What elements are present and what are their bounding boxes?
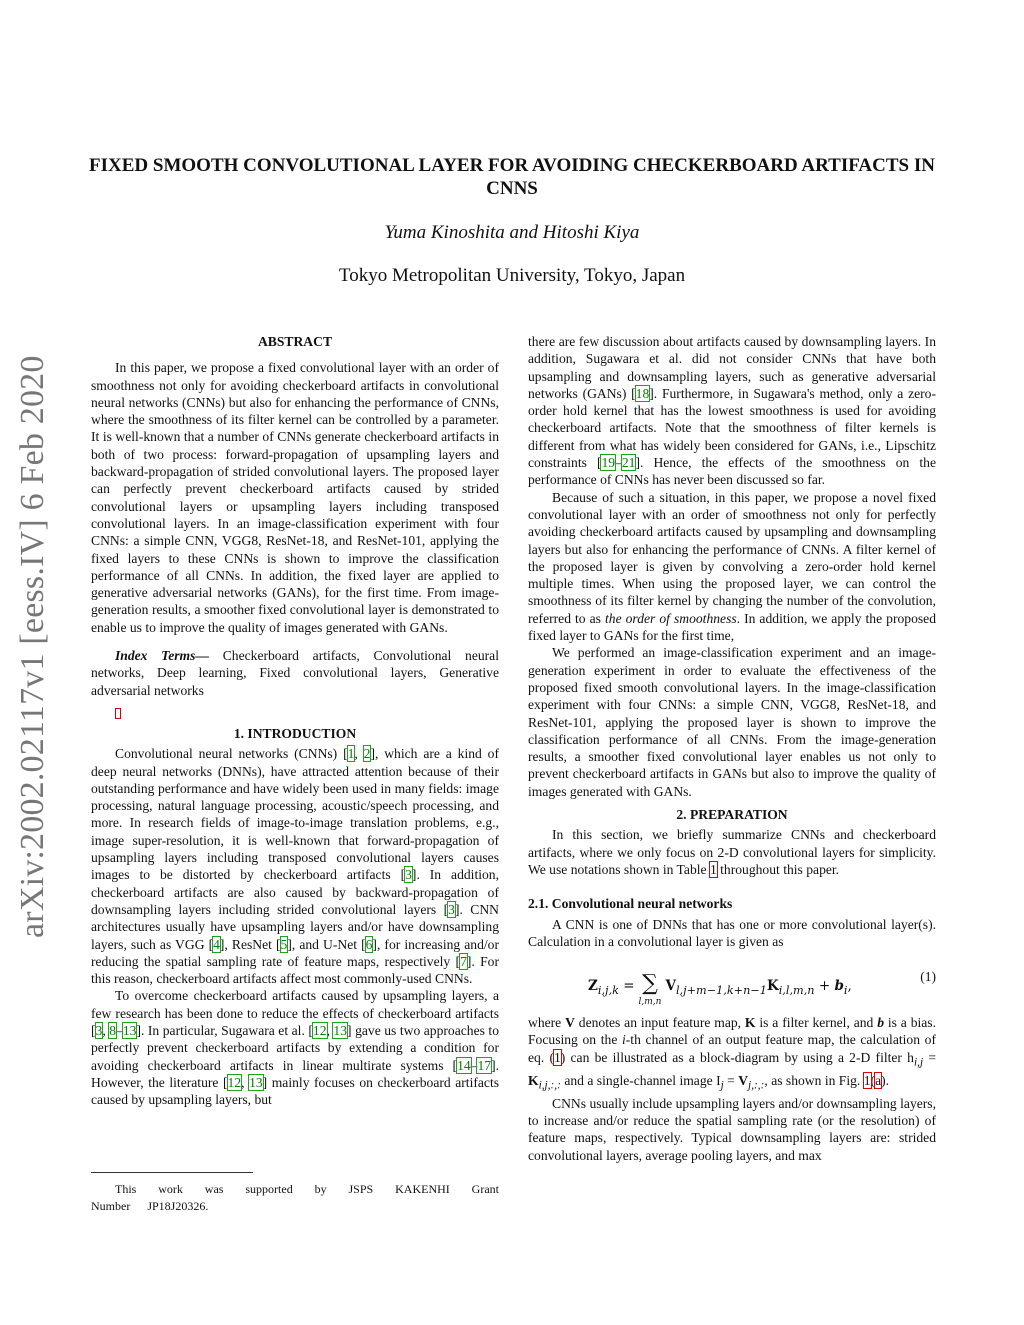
intro-text: , for increasing and/or reducing the spatial sampling rate of feature maps, respectively	[91, 936, 499, 969]
figure-reference-link[interactable]: 1	[863, 1072, 871, 1088]
intro-paragraph-2: To overcome checkerboard artifacts caused by upsampling layers, a few research has been done to reduce the effects of checkerboard artifacts [3, 8–13]. In particular, Sugawara et al. [12, 13] gave us two approaches to perfectly prevent checkerboard artifacts by extending a condition for avoiding checkerboard artifacts in linear multirate systems [14–17]. However, the literature [12, 13] mainly focuses on checkerboard artifacts caused by upsampling layers, but	[91, 988, 500, 1108]
equation-body: $Z_{i,j,k}$ = ∑ l,m,n $V_{l,j+m-1,k+n-1}K_{i,l,m,n} + b_i$,	[588, 968, 852, 1005]
citation-link[interactable]: 8	[109, 1022, 117, 1038]
intro-heading: 1. INTRODUCTION	[233, 725, 357, 741]
equation-number: (1)	[920, 969, 936, 985]
preparation-heading: 2. PREPARATION	[676, 807, 788, 823]
link-marker-icon[interactable]	[115, 708, 121, 719]
intro-text: . However, the literature	[91, 1057, 499, 1090]
citation-link[interactable]: 2	[363, 746, 371, 762]
table-reference-link[interactable]: 1	[709, 861, 717, 877]
paper-title: FIXED SMOOTH CONVOLUTIONAL LAYER FOR AVOIDING CHECKERBOARD ARTIFACTS IN CNNS	[89, 155, 935, 199]
arxiv-watermark: arXiv:2002.02117v1 [eess.IV] 6 Feb 2020	[14, 355, 51, 938]
intro-text: . CNN architectures usually have upsampling layers and/or have downsampling layers, such as VGG	[91, 901, 499, 952]
citation-link[interactable]: 13	[122, 1022, 137, 1038]
sum-symbol: ∑ l,m,n	[638, 971, 662, 1008]
emphasis-text: the order of smoothness	[605, 610, 737, 626]
body-text: denotes an input feature map,	[574, 1015, 745, 1031]
citation-link[interactable]: 12	[312, 1022, 327, 1038]
body-text: there are few discussion about artifacts caused by downsampling layers. In addition, Sugawara et al. did not consider CNNs that have both upsampling and downsampling layers, such as generative adversarial networks (GANs)	[528, 334, 936, 401]
citation-link[interactable]: 3	[95, 1022, 103, 1038]
abstract-text: In this paper, we propose a fixed convolutional layer with an order of smoothness not only for avoiding checkerboard artifacts in convolutional neural networks (CNNs) but also for enhancing the performance of CNNs, where the smoothness of its filter kernel can be controlled by a parameter. It is well-known that a number of CNNs generate checkerboard artifacts in both of two process: forward-propagation of upsampling layers and backward-propagation of strided convolutional layers. The proposed layer can perfectly prevent checkerboard artifacts caused by strided convolutional layers or upsampling layers including transposed convolutional layers. In an image-classification experiment with four CNNs: a simple CNN, VGG8, ResNet-18, and ResNet-101, applying the fixed layers to these CNNs is shown to improve the classification performance of all CNNs. In addition, the fixed layer are applied to generative adversarial networks (GANs), for the first time. From image-generation results, a smoother fixed convolutional layer is demonstrated to enable us to improve the quality of images generated with GANs.	[91, 360, 499, 635]
body-text: can be illustrated as a block-diagram by using a 2-D filter	[565, 1049, 908, 1065]
intro-text: gave us two approaches to perfectly prevent checkerboard artifacts by extending a condition for avoiding checkerboard artifacts in linear multirate systems	[91, 1022, 500, 1073]
intro-text: mainly focuses on checkerboard artifacts caused by upsampling layers, but	[91, 1074, 500, 1108]
cnn-subsection-heading: 2.1. Convolutional neural networks	[528, 896, 733, 912]
right-column	[528, 333, 936, 1164]
intro-text: . In particular, Sugawara et al.	[140, 1022, 309, 1038]
citation-link[interactable]: 5	[280, 936, 288, 952]
right-paragraph-3: We performed an image-classification experiment and an image-generation experiment in order to evaluate the effectiveness of the proposed fixed smooth convolutional layers. In the image-classification experiment with four CNNs: a simple CNN, VGG8, ResNet-18, and ResNet-101, applying the proposed layer is shown to improve the classification performance of all CNNs. From the image-generation results, a smoother fixed convolutional layer enables us not only to prevent checkerboard artifacts in GANs but also to improve the quality of images generated with GANs.	[528, 645, 936, 799]
body-text: , as shown in Fig.	[764, 1072, 864, 1088]
footnote-text: This work was supported by JSPS KAKENHI Grant Number JP18J20326.	[91, 1182, 499, 1213]
footnote-rule	[91, 1172, 253, 1173]
body-text: . Hence, the effects of the smoothness on the performance of CNNs has never been discussed so far.	[528, 455, 937, 488]
equation-1	[528, 958, 936, 1008]
index-terms-label: Index Terms—	[115, 648, 210, 664]
intro-text: , which are a kind of deep neural networks (DNNs), have attracted attention because of their outstanding performance and have widely been used in many fields: image processing, natural language processing, acoustic/speech processing, and more. In research fields of image-to-image translation problems, e.g., image super-resolution, it is well-known that forward-propagation of upsampling layers including transposed convolutional layers causes images to be distorted by checkerboard artifacts	[91, 746, 500, 883]
subfigure-reference-link[interactable]: a	[875, 1072, 882, 1088]
intro-text: . For this reason, checkerboard artifacts affect most commonly-used CNNs.	[91, 953, 500, 987]
citation-link[interactable]: 1	[347, 746, 355, 762]
body-text: -th channel of an output feature map, the calculation of eq.	[528, 1032, 936, 1065]
intro-paragraph-1: Convolutional neural networks (CNNs) [1, 2], which are a kind of deep neural networks (DNNs), have attracted attention because of their outstanding performance and have widely been used in many fields: image processing, natural language processing, acoustic/speech processing, and more. In research fields of image-to-image translation problems, e.g., image super-resolution, it is well-known that forward-propagation of upsampling layers including transposed convolutional layers causes images to be distorted by checkerboard artifacts [3]. In addition, checkerboard artifacts are also caused by backward-propagation of downsampling layers including strided convolutional layers [3]. CNN architectures usually have upsampling layers and/or have downsampling layers, such as VGG [4], ResNet [5], and U-Net [6], for increasing and/or reducing the spatial sampling rate of feature maps, respectively [7]. For this reason, checkerboard artifacts affect most commonly-used CNNs.	[91, 746, 500, 987]
citation-link[interactable]: 14	[457, 1057, 471, 1073]
intro-text: , ResNet	[224, 936, 277, 952]
equation-explanation: where V denotes an input feature map, K is a filter kernel, and b is a bias. Focusing on the i-th channel of an output feature map, the calculation of eq. (1) can be illustrated as a block-diagram by using a 2-D filter $h_{i,j} = K_{i,j,:,:}$ and a single-channel image $I_j = V_{j,:,:}$, as shown in Fig. 1(a).	[528, 1015, 936, 1092]
body-text: . Furthermore, in Sugawara's method, only a zero-order hold kernel that has the lowest smoothness is used for avoiding checkerboard artifacts. Note that the smoothness of filter kernels is different from what has widely been considered for GANs, i.e., Lipschitz constraints	[528, 385, 936, 471]
citation-link[interactable]: 6	[365, 936, 373, 952]
right-paragraph-2	[528, 489, 936, 645]
intro-text: To overcome checkerboard artifacts caused by upsampling layers, a few research has been done to reduce the effects of checkerboard artifacts	[91, 988, 499, 1021]
citation-link[interactable]: 12	[227, 1074, 242, 1090]
index-terms	[91, 647, 499, 699]
citation-link[interactable]: 3	[448, 901, 455, 917]
body-text: and a single-channel image	[560, 1072, 717, 1088]
citation-link[interactable]: 13	[249, 1074, 263, 1090]
paper-authors: Yuma Kinoshita and Hitoshi Kiya	[384, 222, 640, 243]
citation-link[interactable]: 13	[333, 1022, 348, 1038]
body-text: where	[528, 1015, 566, 1031]
body-text: . In addition, we apply the proposed fixed layer to GANs for the first time,	[528, 610, 936, 644]
citation-link[interactable]: 21	[621, 455, 636, 471]
abstract-heading: ABSTRACT	[257, 334, 333, 349]
right-paragraph-5: CNNs usually include upsampling layers and/or downsampling layers, to increase and/or reduce the spatial sampling rate (or the resolution) of feature maps, respectively. Typical downsampling layers are: strided convolutional layers, average pooling layers, and max	[528, 1095, 936, 1163]
body-text: is a bias. Focusing on the	[528, 1015, 936, 1048]
body-text: throughout this paper.	[716, 861, 840, 877]
body-text: is a filter kernel, and	[755, 1015, 878, 1031]
footnote	[91, 1172, 499, 1215]
citation-link[interactable]: 3	[405, 867, 412, 883]
body-text: Because of such a situation, in this paper, we propose a novel fixed convolutional layer with an order of smoothness not only for perfectly avoiding checkerboard artifacts caused by upsampling and downsampling layers but also for enhancing the performance of CNNs. A filter kernel of the proposed layer is given by convolving a zero-order hold kernel multiple times. When using the proposed layer, we can control the smoothness of its filter kernel by changing the number of the convolution, referred to as	[528, 489, 936, 626]
equation-reference-link[interactable]: 1	[553, 1049, 561, 1065]
intro-text: , and U-Net	[291, 936, 362, 952]
body-text: .	[885, 1072, 890, 1088]
citation-link[interactable]: 7	[460, 953, 467, 969]
intro-text: . In addition, checkerboard artifacts are also caused by backward-propagation of downsampling layers including strided convolutional layers	[91, 867, 499, 917]
paper-affiliation: Tokyo Metropolitan University, Tokyo, Japan	[338, 265, 686, 286]
citation-link[interactable]: 19	[601, 455, 616, 471]
citation-link[interactable]: 18	[635, 385, 650, 401]
citation-link[interactable]: 4	[213, 936, 220, 952]
left-column	[91, 333, 499, 1108]
index-terms-text: Checkerboard artifacts, Convolutional neural networks, Deep learning, Fixed convolutional layers, Generative adversarial networks	[91, 648, 499, 698]
citation-link[interactable]: 17	[477, 1057, 492, 1073]
intro-text: Convolutional neural networks (CNNs)	[115, 746, 344, 762]
preparation-paragraph	[528, 826, 936, 878]
body-text: In this section, we briefly summarize CNNs and checkerboard artifacts, where we only focus on 2-D convolutional layers for simplicity. We use notations shown in Table	[528, 827, 936, 877]
right-paragraph-1: there are few discussion about artifacts caused by downsampling layers. In addition, Sugawara et al. did not consider CNNs that have both upsampling and downsampling layers, such as generative adversarial networks (GANs) [18]. Furthermore, in Sugawara's method, only a zero-order hold kernel that has the lowest smoothness is used for avoiding checkerboard artifacts. Note that the smoothness of filter kernels is different from what has widely been considered for GANs, i.e., Lipschitz constraints [19–21]. Hence, the effects of the smoothness on the performance of CNNs has never been discussed so far.	[528, 334, 937, 488]
cnn-paragraph: A CNN is one of DNNs that has one or more convolutional layer(s). Calculation in a convolutional layer is given as	[528, 916, 936, 949]
